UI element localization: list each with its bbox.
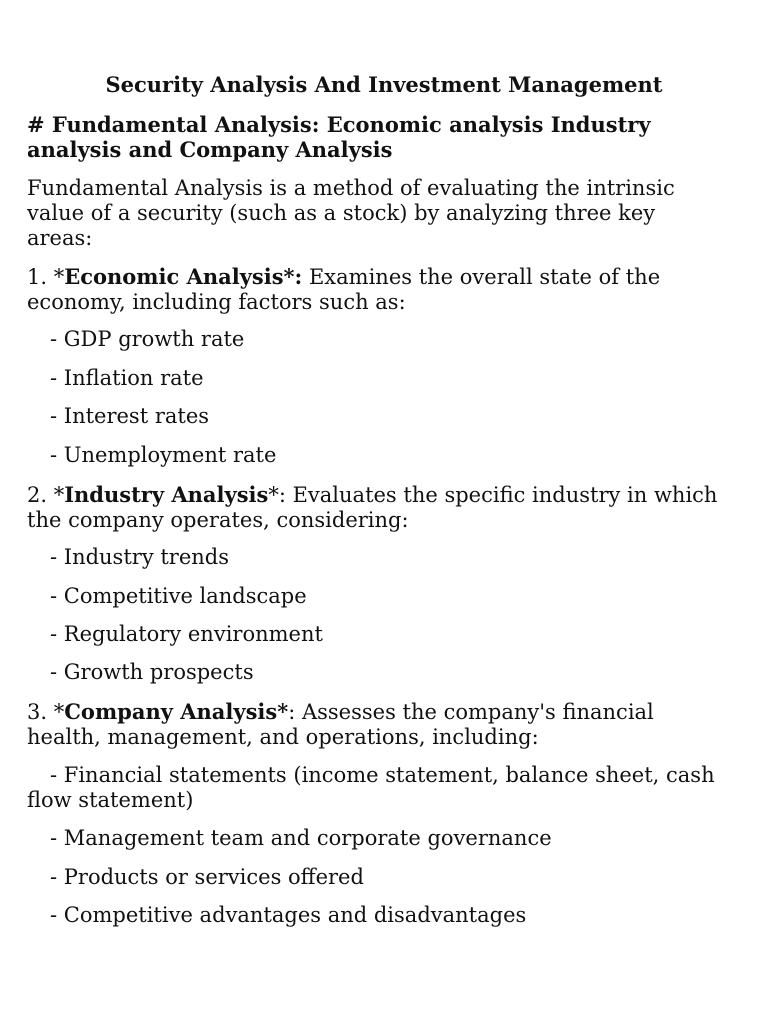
list-item: - Competitive advantages and disadvantages [50, 903, 527, 927]
industry-analysis-paragraph [27, 482, 727, 533]
list-item: - Inflation rate [50, 366, 204, 390]
list-item: - Unemployment rate [50, 443, 277, 467]
document-title: Security Analysis And Investment Management [105, 72, 663, 97]
industry-analysis-prefix: 2. * [27, 483, 65, 507]
list-item: - Competitive landscape [50, 584, 307, 608]
economic-analysis-prefix: 1. * [27, 265, 65, 289]
company-analysis-paragraph [27, 699, 727, 750]
industry-analysis-text: *: Evaluates the specific industry in which the company operates, considering: [27, 483, 718, 532]
economic-analysis-paragraph [27, 264, 727, 315]
list-item: - Management team and corporate governance [50, 826, 552, 850]
list-item: - Regulatory environment [50, 622, 323, 646]
company-analysis-label: Company Analysis* [64, 699, 289, 724]
list-item: - Interest rates [50, 404, 210, 428]
company-analysis-text: : Assesses the company's financial health, management, and operations, including: [27, 700, 654, 749]
economic-analysis-text: Examines the overall state of the economy, including factors such as: [27, 265, 661, 314]
list-item: - GDP growth rate [50, 327, 245, 351]
section-heading: # Fundamental Analysis: Economic analysis Industry analysis and Company Analysis [27, 112, 651, 162]
list-item: - Financial statements (income statement, balance sheet, cash flow statement) [27, 763, 715, 812]
industry-analysis-label: Industry Analysis [64, 482, 269, 507]
list-item: - Growth prospects [50, 660, 254, 684]
economic-analysis-label: Economic Analysis*: [64, 264, 303, 289]
list-item: - Products or services offered [50, 865, 364, 889]
intro-paragraph: Fundamental Analysis is a method of evaluating the intrinsic value of a security (such as a stock) by analyzing three key areas: [27, 176, 675, 250]
company-analysis-prefix: 3. * [27, 700, 65, 724]
list-item: - Industry trends [50, 545, 230, 569]
